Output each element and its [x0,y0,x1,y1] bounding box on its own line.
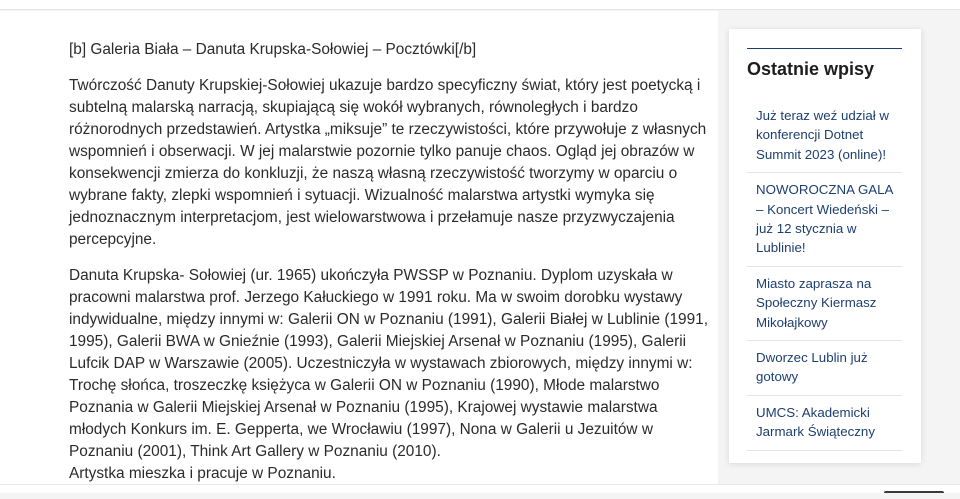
recent-post-link[interactable]: Już teraz weź udział w konferencji Dotnet Summit 2023 (online)! [747,99,902,173]
main-content [0,11,718,493]
article-paragraph-2: Danuta Krupska- Sołowiej (ur. 1965) ukończyła PWSSP w Poznaniu. Dyplom uzyskała w pracowni malarstwa prof. Jerzego Kałuckiego w 1991 roku. Ma w swoim dorobku wystawy indywidualne, między innymi w: Galerii ON w Poznaniu (1991), Galerii Białej w Lublinie (1991, 1995), Galerii BWA w Gnieźnie (1993), Galerii Miejskiej Arsenał w Poznaniu (1995), Galerii Lufcik DAP w Warszawie (2005). Uczestniczyła w wystawach zbiorowych, między innymi w: Trochę słońca, troszeczkę księżyca w Galerii ON w Poznaniu (1990), Młode malarstwo Poznania w Galerii Miejskiej Arsenał w Poznaniu (1995), Krajowej wystawie malarstwa młodych Konkurs im. E. Gepperta, we Wrocławiu (1997), Nona w Galerii u Jezuitów w Poznaniu (2001), Think Art Gallery w Poznaniu (2010). [69,267,709,460]
recent-post-link[interactable]: NOWOROCZNA GALA – Koncert Wiedeński – już 12 stycznia w Lublinie! [747,173,902,267]
article-paragraph-1: Twórczość Danuty Krupskiej-Sołowiej ukazuje bardzo specyficzny świat, który jest poetycką i subtelną malarską narracją, skupiającą się wokół wybranych, równoległych i bardzo różnorodnych przedstawień. Artystka „miksuje” te rzeczywistości, które przywołuje z własnych wspomnień i obserwacji. W jej malarstwie pozornie tylko panuje chaos. Ogląd jej obrazów w konsekwencji zmierza do konkluzji, że naszą własną rzeczywistość tworzymy w oparciu o wybrane fakty, zlepki wspomnień i sytuacji. Wizualność malarstwa artystki wymyka się jednoznacznym interpretacjom, jest wielowarstwowa i przełamuje nasze przyzwyczajenia percepcyjne. [69,77,707,248]
recent-posts-list [747,99,902,451]
article-paragraph-3: Artystka mieszka i pracuje w Poznaniu. [69,465,336,482]
article-body [69,39,709,499]
recent-posts-widget [729,29,921,463]
cookie-notice-bar [0,484,960,493]
widget-title: Ostatnie wpisy [747,59,875,79]
recent-post-link[interactable]: Miasto zaprasza na Społeczny Kiermasz Mikołajkowy [747,267,902,341]
recent-post-link[interactable]: Dworzec Lublin już gotowy [747,341,902,396]
top-bar [0,0,960,10]
widget-divider [747,48,902,49]
article-heading: [b] Galeria Biała – Danuta Krupska-Sołowiej – Pocztówki[/b] [69,41,477,58]
recent-post-link[interactable]: UMCS: Akademicki Jarmark Świąteczny [747,396,902,451]
